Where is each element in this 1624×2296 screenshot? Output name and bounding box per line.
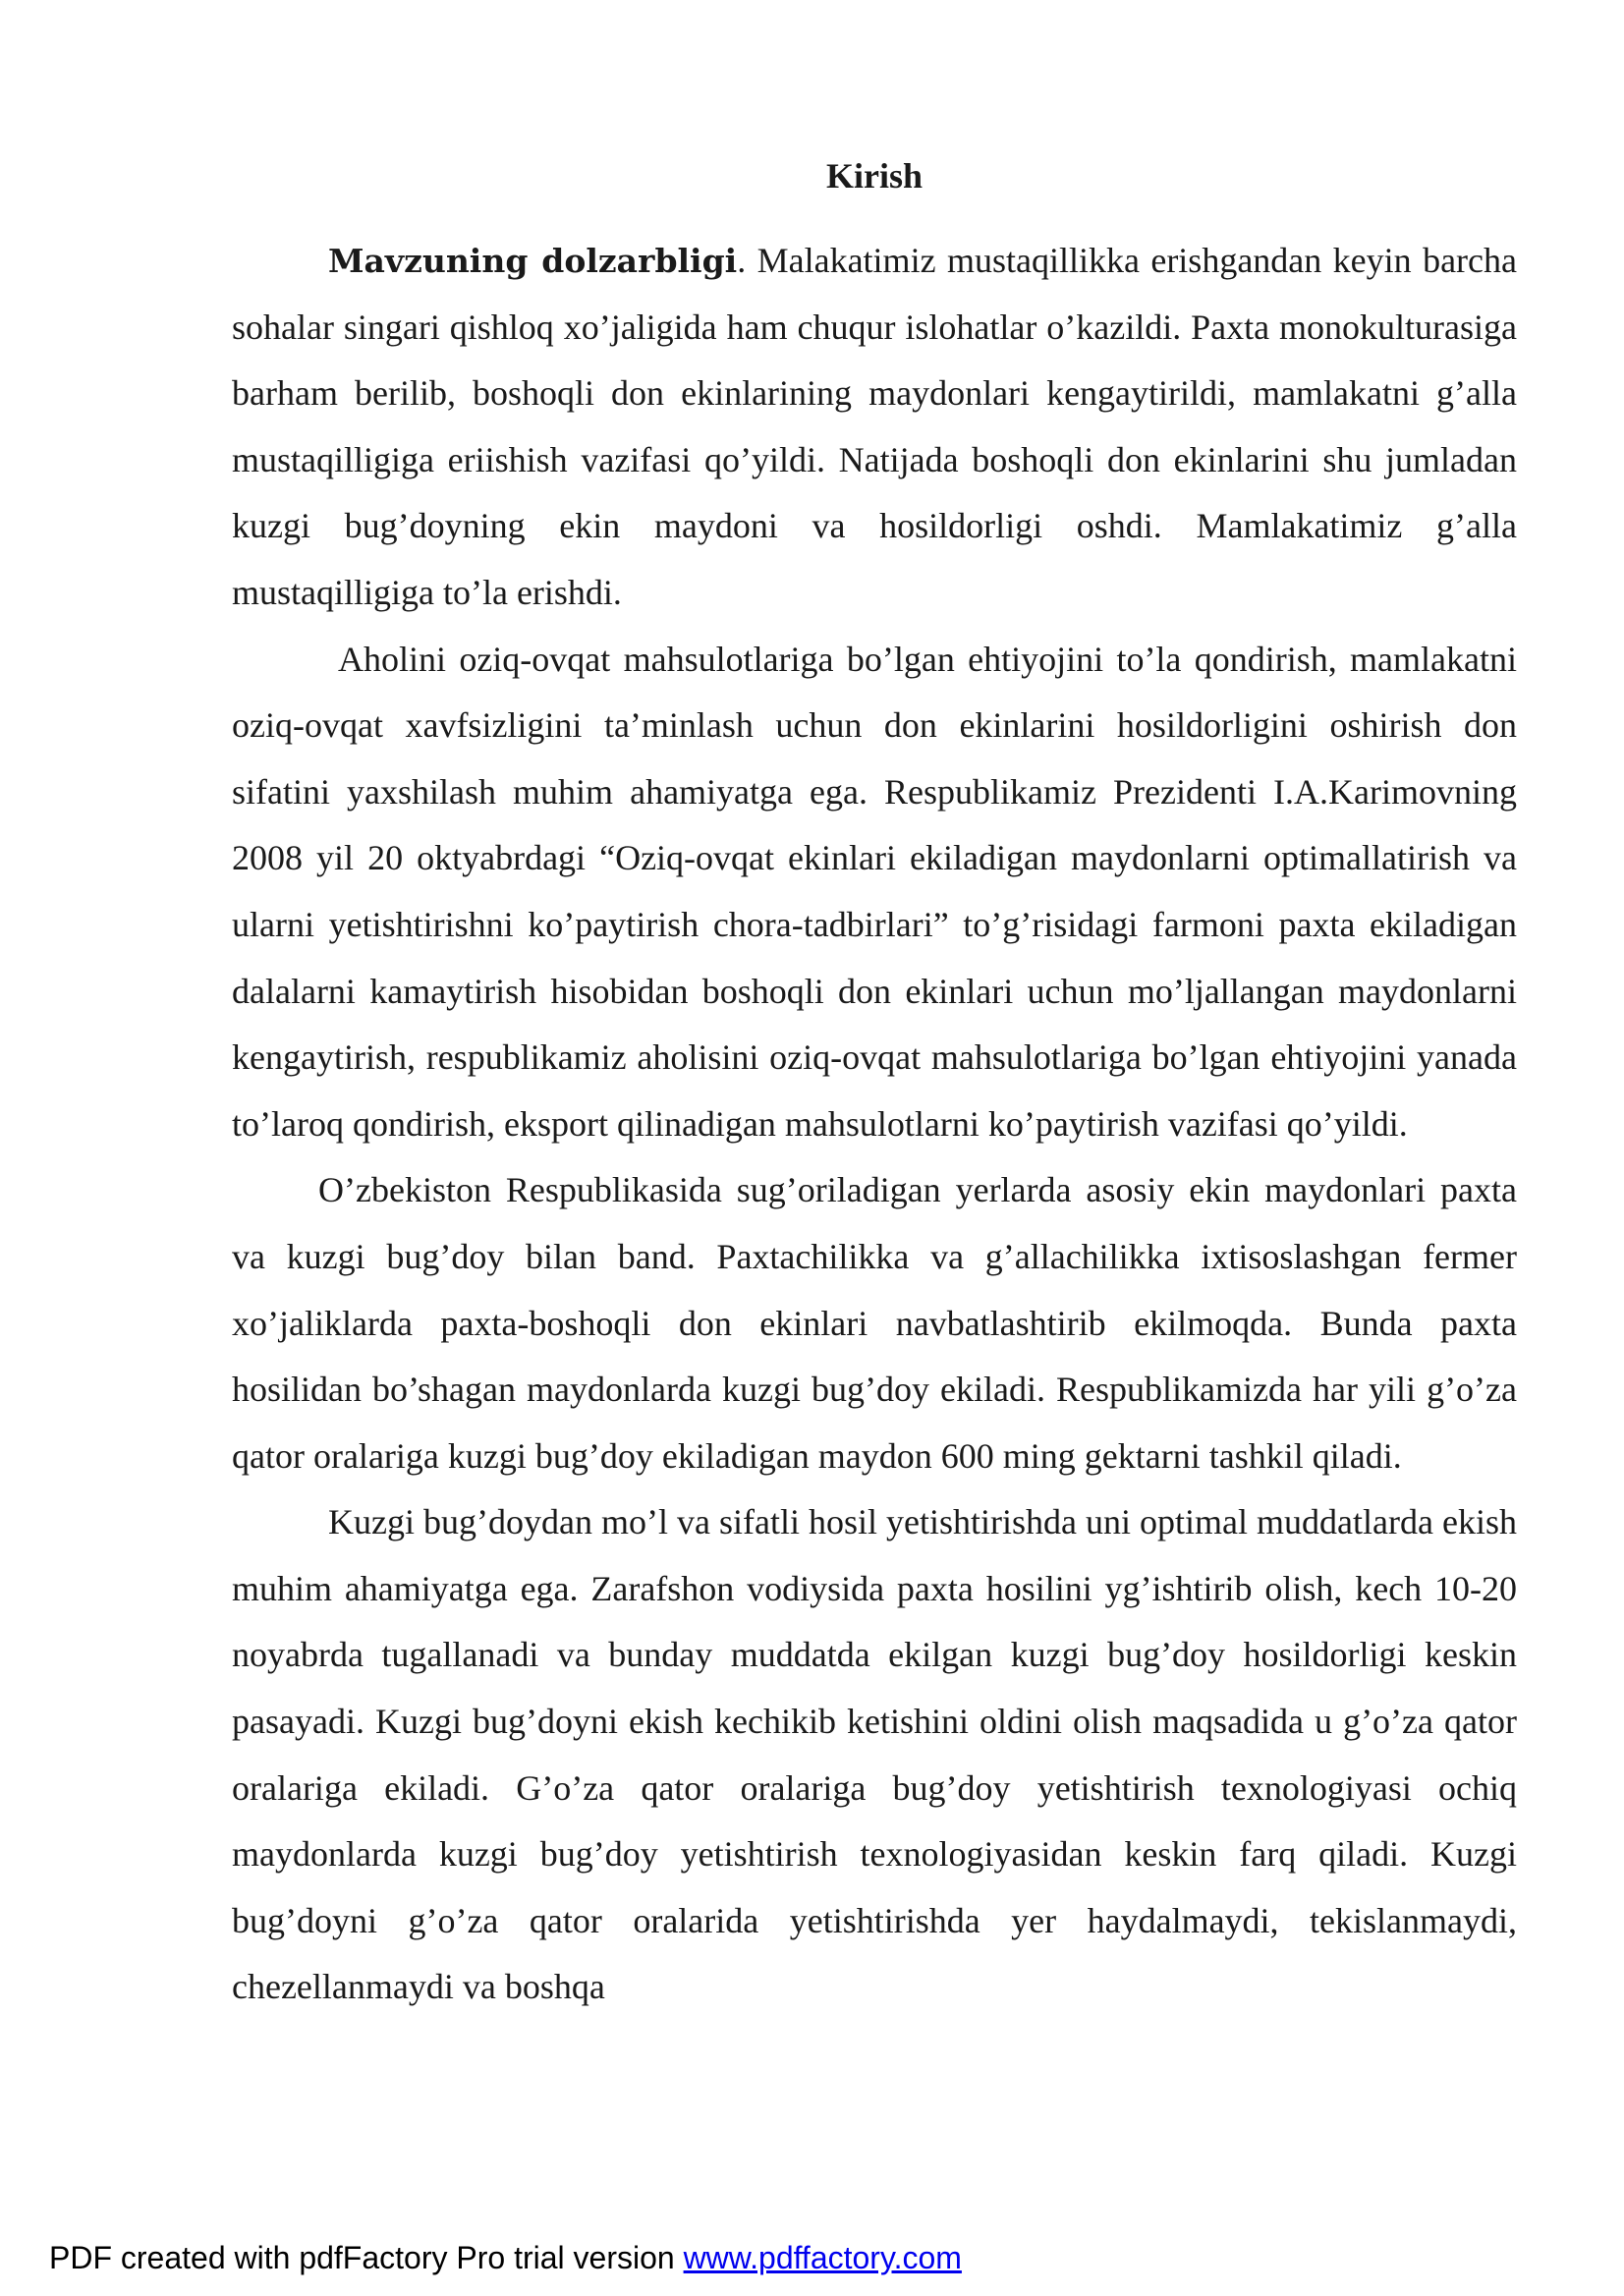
document-body [232,147,1517,2021]
paragraph-relevance [232,228,1517,627]
pdf-footer [49,2240,962,2276]
paragraph-winter-wheat: Kuzgi bug’doydan mo’l va sifatli hosil yetishtirishda uni optimal muddatlarda ekish muhim ahamiyatga ega. Zarafshon vodiysida paxta hosilini yg’ishtirib olish, kech 10-20 noyabrda tugallanadi va bunday muddatda ekilgan kuzgi bug’doy hosildorligi keskin pasayadi. Kuzgi bug’doyni ekish kechikib ketishini oldini olish maqsadida u g’o’za qator oralariga ekiladi. G’o’za qator oralariga bug’doy yetishtirish texnologiyasi ochiq maydonlarda kuzgi bug’doy yetishtirish texnologiyasidan keskin farq qiladi. Kuzgi bug’doyni g’o’za qator oralarida yetishtirishda yer haydalmaydi, tekislanmaydi, chezellanmaydi va boshqa [232,1502,1517,2007]
footer-link[interactable]: www.pdffactory.com [683,2240,962,2275]
footer-text: PDF created with pdfFactory Pro trial version [49,2240,684,2275]
paragraph-text: . Malakatimiz mustaqillikka erishgandan keyin barcha sohalar singari qishloq xo’jaligida ham chuqur islohatlar o’kazildi. Paxta monokulturasiga barham berilib, boshoqli don ekinlarining maydonlari kengaytirildi, mamlakatni g’alla mustaqilligiga eriishish vazifasi qo’yildi. Natijada boshoqli don ekinlarini shu jumladan kuzgi bug’doyning ekin maydoni va hosildorligi oshdi. Mamlakatimiz g’alla mustaqilligiga to’la erishdi. [232,241,1517,612]
paragraph-lead: Mavzuning dolzarbligi [328,242,738,280]
paragraph-food-security: Aholini oziq-ovqat mahsulotlariga bo’lgan ehtiyojini to’la qondirish, mamlakatni oziq-ovqat xavfsizligini ta’minlash uchun don ekinlarini hosildorligini oshirish don sifatini yaxshilash muhim ahamiyatga ega. Respublikamiz Prezidenti I.A.Karimovning 2008 yil 20 oktyabrdagi “Oziq-ovqat ekinlari ekiladigan maydonlarni optimallatirish va ularni yetishtirishni ko’paytirish chora-tadbirlari” to’g’risidagi farmoni paxta ekiladigan dalalarni kamaytirish hisobidan boshoqli don ekinlari uchun mo’ljallangan maydonlarni kengaytirish, respublikamiz aholisini oziq-ovqat mahsulotlariga bo’lgan ehtiyojini yanada to’laroq qondirish, eksport qilinadigan mahsulotlarni ko’paytirish vazifasi qo’yildi. [232,639,1517,1144]
paragraph-uzbekistan-fields: O’zbekiston Respublikasida sug’oriladigan yerlarda asosiy ekin maydonlari paxta va kuzgi bug’doy bilan band. Paxtachilikka va g’allachilikka ixtisoslashgan fermer xo’jaliklarda paxta-boshoqli don ekinlari navbatlashtirib ekilmoqda. Bunda paxta hosilidan bo’shagan maydonlarda kuzgi bug’doy ekiladi. Respublikamizda har yili g’o’za qator oralariga kuzgi bug’doy ekiladigan maydon 600 ming gektarni tashkil qiladi. [232,1170,1517,1476]
page-title: Kirish [825,156,923,196]
